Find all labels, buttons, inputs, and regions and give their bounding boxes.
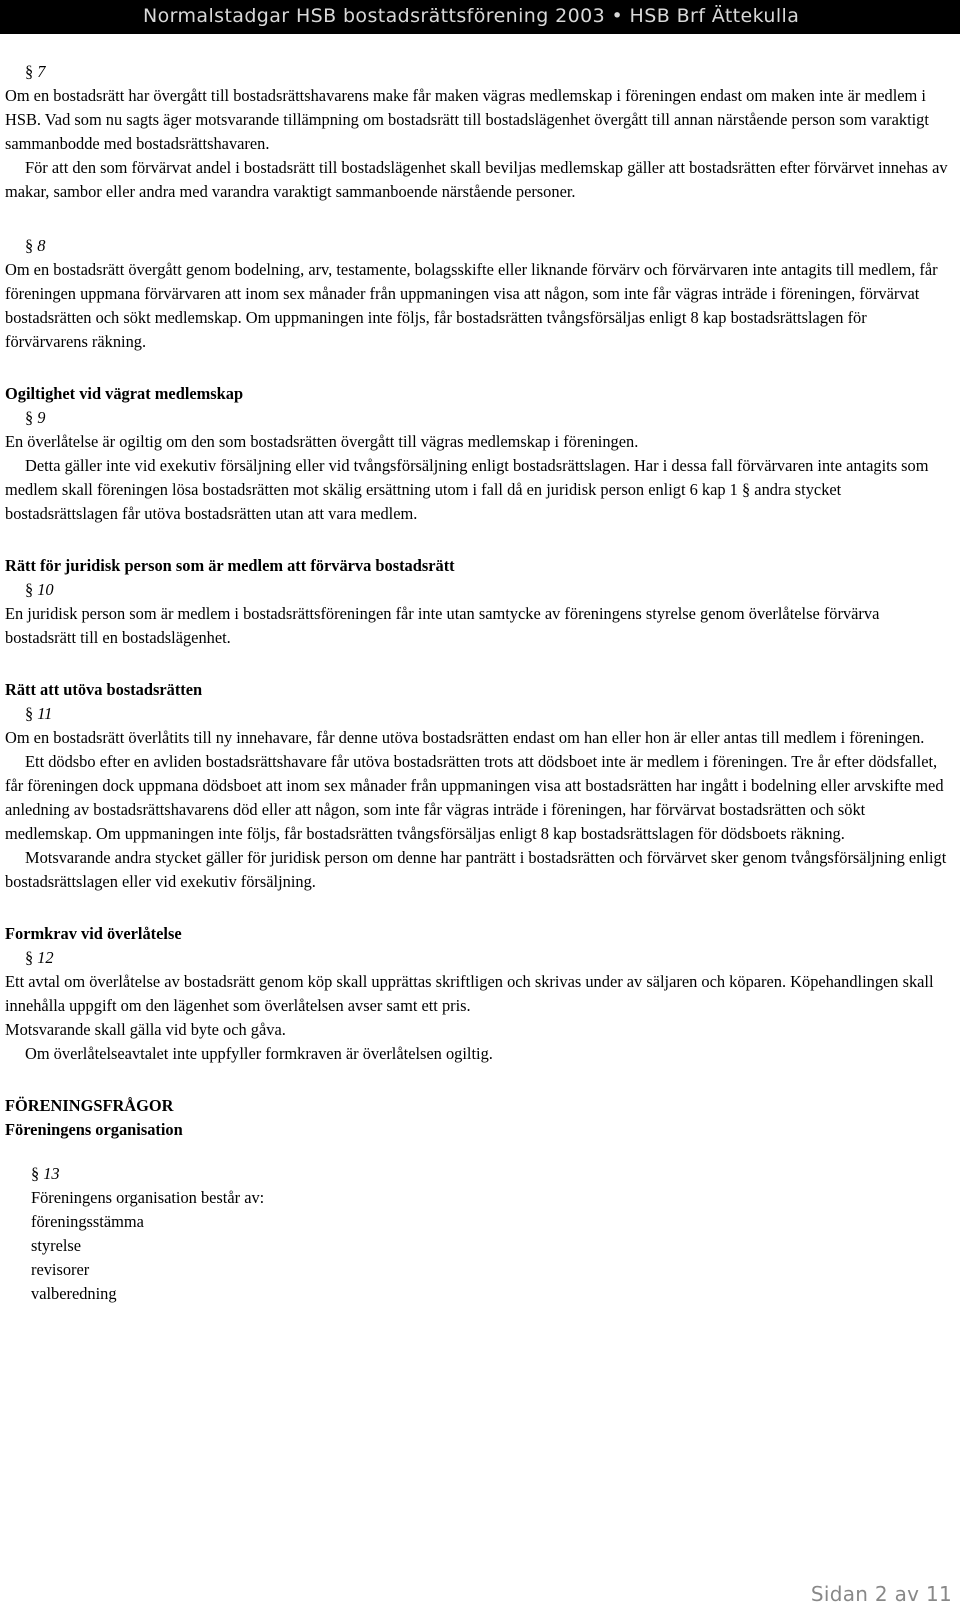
paragraph-symbol-icon: § [31,1164,40,1183]
paragraph-symbol-icon: § [25,704,34,723]
heading-juridisk-person: Rätt för juridisk person som är medlem att förvärva bostadsrätt [5,556,455,575]
heading-foreningsfragor: FÖRENINGSFRÅGOR [5,1096,174,1115]
paragraph-symbol-icon: § [25,580,34,599]
header-title: Normalstadgar HSB bostadsrättsförening 2003 • HSB Brf Ättekulla [143,5,800,27]
section-10-heading: § 10 [5,578,950,602]
section-13 [31,1162,950,1306]
section-12-heading: § 12 [5,946,950,970]
section-13-intro: Föreningens organisation består av: [31,1188,265,1207]
section-12-paragraph-2: Motsvarande skall gälla vid byte och gåva. [5,1020,286,1039]
document-header [0,0,960,34]
list-item: föreningsstämma [31,1212,144,1231]
page-number: Sidan 2 av 11 [810,1582,952,1606]
heading-foreningens-organisation: Föreningens organisation [5,1120,183,1139]
section-11-paragraph-2: Ett dödsbo efter en avliden bostadsrättshavare får utöva bostadsrätten trots att dödsboet inte är medlem i föreningen. Tre år efter dödsfallet, får föreningen dock uppmana dödsboet att inom sex månader från uppmaningen visa att bostadsrätten har ingått i bodelning eller arvskifte med anledning av bostadsrättshavarens död eller att någon, som inte får vägras inträde i föreningen, har förvärvat bostadsrätten och sökt medlemskap. Om uppmaningen inte följs, får bostadsrätten tvångsförsäljas enligt 8 kap bostadsrättslagen för dödsboets räkning. [5,752,944,843]
section-9-paragraph-2: Detta gäller inte vid exekutiv försäljning eller vid tvångsförsäljning enligt bostadsrättslagen. Har i dessa fall förvärvaren inte antagits som medlem skall föreningen lösa bostadsrätten mot skälig ersättning utom i fall då en juridisk person enligt 6 kap 1 § andra stycket bostadsrättslagen får utöva bostadsrätten utan att vara medlem. [5,456,929,523]
paragraph-symbol-icon: § [741,480,751,499]
section-12-paragraph-1: Ett avtal om överlåtelse av bostadsrätt genom köp skall upprättas skriftligen och skrivas under av säljaren och köparen. Köpehandlingen skall innehålla uppgift om den lägenhet som överlåtelsen avser samt ett pris. [5,972,934,1015]
section-10-paragraph-1: En juridisk person som är medlem i bostadsrättsföreningen får inte utan samtycke av föreningens styrelse genom överlåtelse förvärva bostadsrätt till en bostadslägenhet. [5,604,880,647]
section-7-heading: § 7 [5,60,950,84]
list-item: valberedning [31,1284,117,1303]
section-11-heading: § 11 [5,702,950,726]
heading-ogiltighet: Ogiltighet vid vägrat medlemskap [5,384,244,403]
heading-formkrav: Formkrav vid överlåtelse [5,924,182,943]
heading-utova-bostadsratten: Rätt att utöva bostadsrätten [5,680,203,699]
document-body [5,60,950,1306]
paragraph-symbol-icon: § [25,948,34,967]
list-item: revisorer [31,1260,90,1279]
paragraph-symbol-icon: § [25,236,34,255]
section-7-paragraph-2: För att den som förvärvat andel i bostadsrätt till bostadslägenhet skall beviljas medlemskap gäller att bostadsrätten efter förvärvet innehas av makar, sambor eller andra med varandra varaktigt sammanboende närstående personer. [5,158,948,201]
section-13-heading: § 13 [31,1164,60,1183]
section-8-heading: § 8 [5,234,950,258]
list-item: styrelse [31,1236,82,1255]
section-11-paragraph-1: Om en bostadsrätt överlåtits till ny innehavare, får denne utöva bostadsrätten endast om han eller hon är eller antas till medlem i föreningen. [5,728,925,747]
section-7-paragraph-1: Om en bostadsrätt har övergått till bostadsrättshavarens make får maken vägras medlemskap i föreningen endast om maken inte är medlem i HSB. Vad som nu sagts äger motsvarande tillämpning om bostadsrätt till bostadslägenhet övergått till annan närstående person som varaktigt sammanbodde med bostadsrättshavaren. [5,86,929,153]
section-8-paragraph-1: Om en bostadsrätt övergått genom bodelning, arv, testamente, bolagsskifte eller liknande förvärv och förvärvaren inte antagits till medlem, får föreningen uppmana förvärvaren att inom sex månader från uppmaningen visa att någon, som inte får vägras inträde i föreningen, förvärvat bostadsrätten och sökt medlemskap. Om uppmaningen inte följs, får bostadsrätten tvångsförsäljas enligt 8 kap bostadsrättslagen för förvärvarens räkning. [5,260,938,351]
section-9-heading: § 9 [5,406,950,430]
section-12-paragraph-3: Om överlåtelseavtalet inte uppfyller formkraven är överlåtelsen ogiltig. [25,1044,493,1063]
section-11-paragraph-3: Motsvarande andra stycket gäller för juridisk person om denne har panträtt i bostadsrätten och förvärvet sker genom tvångsförsäljning enligt bostadsrättslagen eller vid exekutiv försäljning. [5,848,947,891]
paragraph-symbol-icon: § [25,408,34,427]
section-9-paragraph-1: En överlåtelse är ogiltig om den som bostadsrätten övergått till vägras medlemskap i föreningen. [5,432,639,451]
paragraph-symbol-icon: § [25,62,34,81]
